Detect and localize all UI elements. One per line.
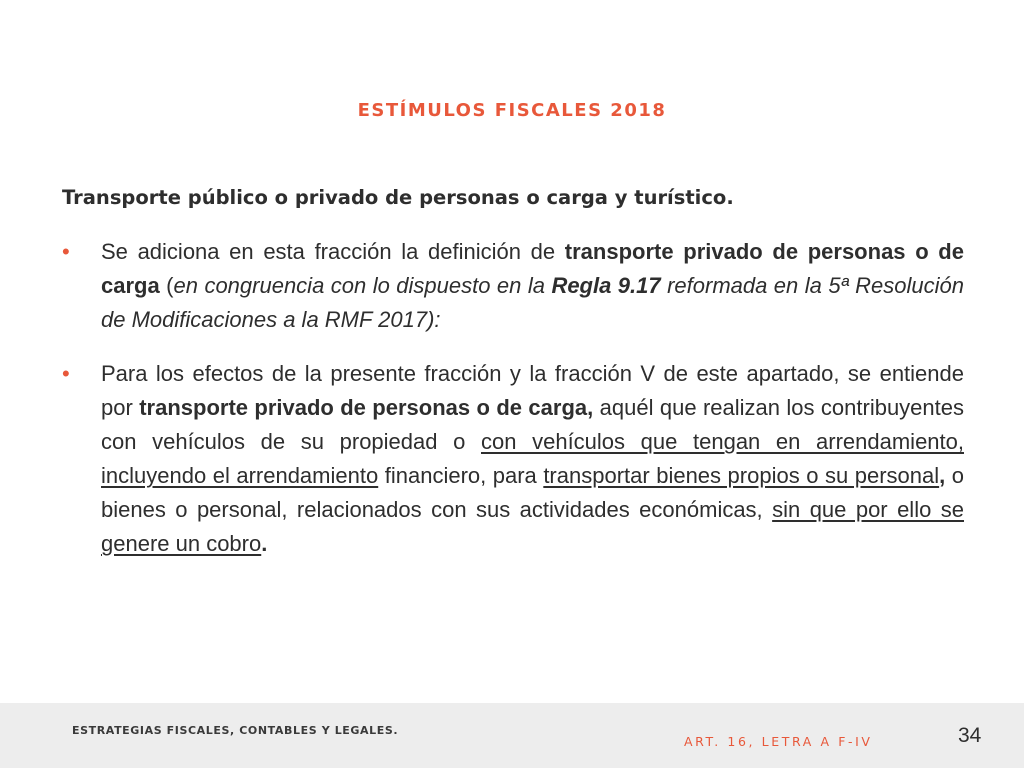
section-heading: Transporte público o privado de personas o carga y turístico. [62, 186, 734, 209]
text-segment-underline: con vehículos que tengan en arrendamiento, incluyendo el arrendamiento [101, 429, 964, 489]
bullet-icon: • [62, 239, 70, 265]
bullet-icon: • [62, 361, 70, 387]
text-segment: financiero, para [378, 463, 544, 489]
regla-reference: Regla 9.17 [551, 273, 661, 299]
bullet-list [62, 235, 964, 561]
page-number: 34 [958, 724, 982, 747]
bullet-item [62, 357, 964, 561]
text-segment: ( [159, 273, 174, 299]
text-segment-bold: . [261, 531, 268, 557]
text-segment: Para los efectos de la presente fracción y la fracción V de este apartado, se entiende por [101, 361, 964, 421]
slide-content [62, 186, 964, 581]
footer-company: ESTRATEGIAS FISCALES, CONTABLES Y LEGALES. [72, 724, 399, 737]
text-segment-underline: transportar bienes propios o su personal [543, 463, 940, 489]
bullet-item [62, 235, 964, 337]
footer-article: ART. 16, LETRA A F-IV [684, 734, 873, 749]
text-segment: aquél que realizan los contribuyentes con vehículos de su propiedad o [101, 395, 964, 455]
text-segment: Se adiciona en esta fracción la definición de [101, 239, 565, 265]
text-segment-underline: sin que por ello se genere un cobro [101, 497, 964, 557]
text-segment-bold-italic [551, 273, 660, 298]
text-segment: o bienes o personal, relacionados con sus actividades económicas, [101, 463, 965, 523]
text-segment-italic: en congruencia con lo dispuesto en la [173, 273, 552, 299]
bullet-text [101, 361, 964, 556]
text-segment-bold: transporte privado de personas o de carga [101, 239, 964, 299]
text-segment-italic: reformada en la 5ª Resolución de Modificaciones a la RMF 2017): [101, 273, 965, 333]
text-segment-bold: transporte privado de personas o de carga, [139, 395, 594, 421]
slide-title: ESTÍMULOS FISCALES 2018 [357, 100, 667, 121]
text-segment-bold: , [939, 463, 946, 489]
bullet-text [101, 239, 964, 332]
